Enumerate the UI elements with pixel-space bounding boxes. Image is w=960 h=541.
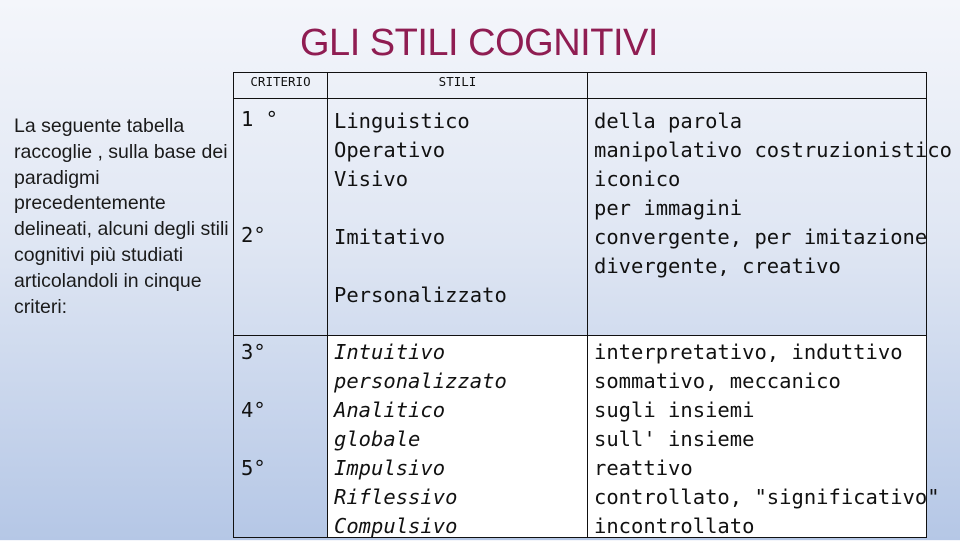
description-item: reattivo	[594, 456, 693, 480]
description-item: sull' insieme	[594, 427, 755, 451]
style-item: Operativo	[334, 138, 446, 162]
criteria-cell-1	[233, 98, 328, 336]
description-item: sommativo, meccanico	[594, 369, 841, 393]
slide-title: GLI STILI COGNITIVI	[300, 22, 658, 64]
styles-cell-2	[327, 335, 588, 538]
criterion-3: 3°	[241, 340, 266, 364]
style-item: Impulsivo	[334, 456, 446, 480]
style-item: globale	[334, 427, 421, 451]
description-item: divergente, creativo	[594, 254, 841, 278]
style-item: Analitico	[334, 398, 446, 422]
style-item: Riflessivo	[334, 485, 458, 509]
style-item: Imitativo	[334, 225, 446, 249]
style-item: Visivo	[334, 167, 409, 191]
criterion-4: 4°	[241, 398, 266, 422]
descriptions-cell-1	[587, 98, 952, 336]
style-item: Personalizzato	[334, 283, 507, 307]
description-item: convergente, per imitazione	[594, 225, 928, 249]
header-stili: STILI	[327, 72, 588, 99]
description-item: incontrollato	[594, 514, 755, 538]
header-criterio: CRITERIO	[233, 72, 328, 99]
description-item: manipolativo costruzionistico	[594, 138, 952, 162]
header-empty	[587, 72, 927, 99]
criteria-cell-2	[233, 335, 328, 538]
styles-cell-1	[327, 98, 588, 336]
description-item: per immagini	[594, 196, 743, 220]
style-item: personalizzato	[334, 369, 507, 393]
cognitive-styles-table	[233, 72, 952, 538]
intro-text: La seguente tabella raccoglie , sulla base dei paradigmi precedentemente delineati, alcuni degli stili cognitivi più studiati articolandoli in cinque criteri:	[14, 115, 229, 318]
criterion-5: 5°	[241, 456, 266, 480]
descriptions-group-1	[594, 107, 952, 281]
description-item: della parola	[594, 109, 743, 133]
descriptions-group-2	[594, 338, 940, 541]
description-item: controllato, "significativo"	[594, 485, 940, 509]
style-item: Intuitivo	[334, 340, 446, 364]
description-item: iconico	[594, 167, 681, 191]
descriptions-cell-2	[587, 335, 940, 538]
criterion-2: 2°	[241, 223, 266, 247]
description-item: interpretativo, induttivo	[594, 340, 903, 364]
style-item: Compulsivo	[334, 514, 458, 538]
description-item: sugli insiemi	[594, 398, 755, 422]
styles-group-2	[334, 338, 507, 541]
styles-group-1	[334, 107, 470, 194]
criterion-1: 1 °	[241, 107, 279, 131]
style-item: Linguistico	[334, 109, 470, 133]
